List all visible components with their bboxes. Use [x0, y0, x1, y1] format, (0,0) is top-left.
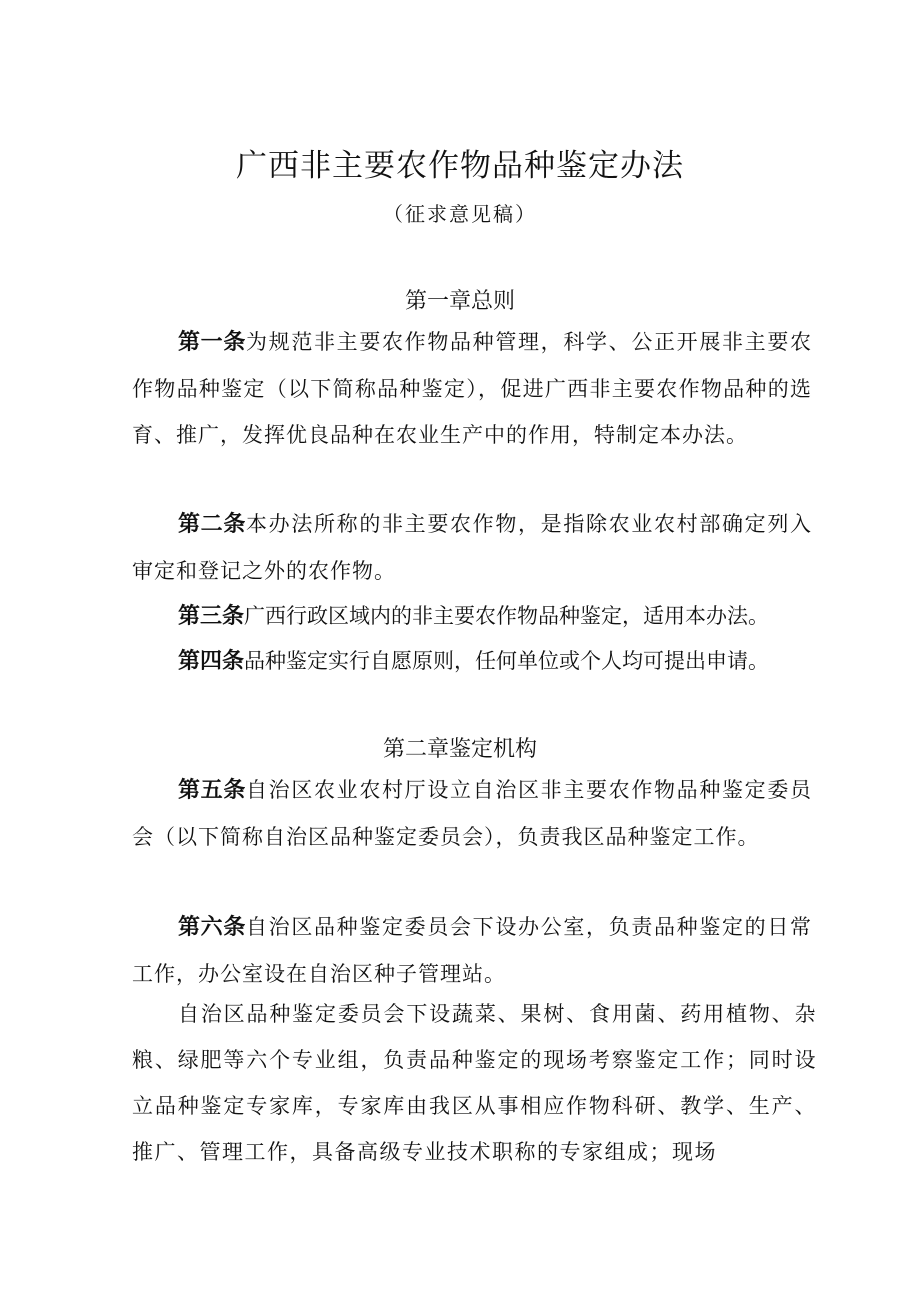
article-label: 第四条	[178, 649, 245, 674]
article-label: 第五条	[178, 778, 246, 803]
body-paragraph	[132, 991, 817, 1175]
article-text: 自治区农业农村厅设立自治区非主要农作物品种鉴定委员会（以下简称自治区品种鉴定委员会），负责我区品种鉴定工作。	[132, 778, 812, 849]
document-title: 广西非主要农作物品种鉴定办法	[236, 148, 684, 184]
article-text: 自治区品种鉴定委员会下设蔬菜、果树、食用菌、药用植物、杂粮、绿肥等六个专业组，负责品种鉴定的现场考察鉴定工作；同时设立品种鉴定专家库，专家库由我区从事相应作物科研、教学、生产、推广、管理工作，具备高级专业技术职称的专家组成；现场	[132, 1002, 817, 1164]
article-paragraph	[132, 767, 812, 860]
article-text: 自治区品种鉴定委员会下设办公室，负责品种鉴定的日常工作，办公室设在自治区种子管理站。	[132, 915, 812, 986]
article-paragraph	[132, 593, 832, 640]
article-paragraph	[132, 638, 832, 685]
article-text: 本办法所称的非主要农作物，是指除农业农村部确定列入审定和登记之外的农作物。	[132, 512, 812, 583]
chapter-heading: 第一章总则	[404, 289, 515, 314]
article-label: 第一条	[178, 330, 246, 355]
chapter-heading: 第二章鉴定机构	[382, 737, 537, 762]
article-paragraph	[132, 501, 812, 594]
document-subtitle: （征求意见稿）	[383, 202, 537, 226]
article-paragraph	[132, 904, 812, 997]
article-text: 为规范非主要农作物品种管理，科学、公正开展非主要农作物品种鉴定（以下简称品种鉴定），促进广西非主要农作物品种的选育、推广，发挥优良品种在农业生产中的作用，特制定本办法。	[132, 330, 812, 447]
article-label: 第二条	[178, 512, 246, 537]
article-label: 第三条	[178, 604, 245, 629]
article-label: 第六条	[178, 915, 246, 940]
article-paragraph	[132, 319, 812, 458]
article-text: 广西行政区域内的非主要农作物品种鉴定，适用本办法。	[244, 604, 770, 628]
article-text: 品种鉴定实行自愿原则，任何单位或个人均可提出申请。	[244, 649, 770, 673]
